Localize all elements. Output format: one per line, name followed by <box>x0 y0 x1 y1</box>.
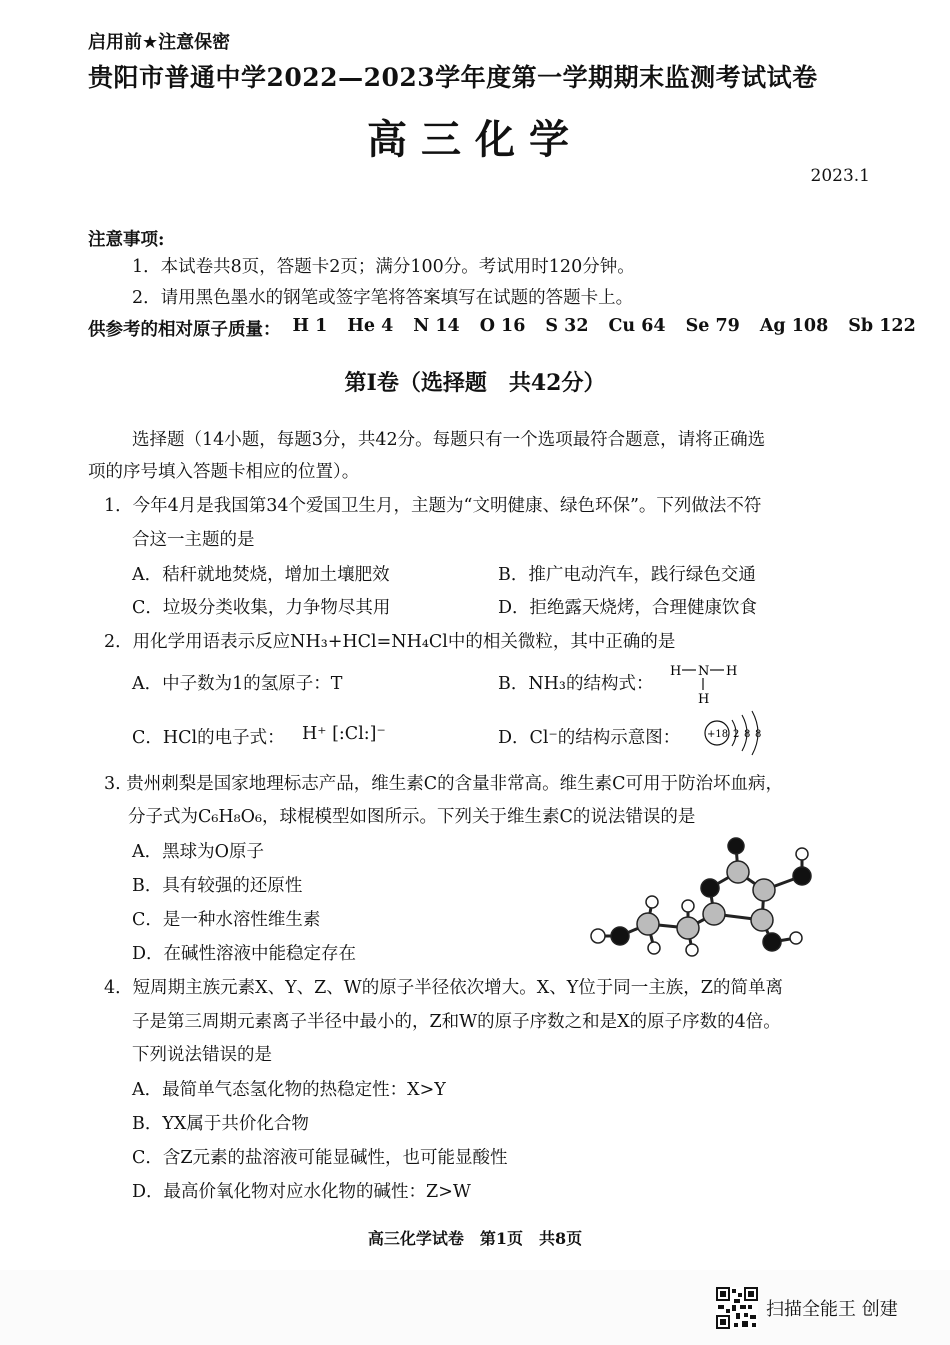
q1-option-a: A．秸秆就地焚烧，增加土壤肥效 <box>132 565 390 585</box>
q4-option-a: A．最简单气态氢化物的热稳定性：X>Y <box>132 1080 446 1100</box>
q3-option-b: B．具有较强的还原性 <box>132 876 303 896</box>
q4-option-b: B．YX属于共价化合物 <box>132 1114 309 1134</box>
atomic-mass-label: 供参考的相对原子质量： <box>88 320 281 340</box>
section-title: 第Ⅰ卷（选择题 共42分） <box>344 370 606 396</box>
qr-code-icon <box>716 1287 758 1329</box>
subject-title: 高三化学 <box>367 116 583 163</box>
exam-date: 2023.1 <box>810 166 870 186</box>
q1-option-b: B．推广电动汽车，践行绿色交通 <box>498 565 756 585</box>
atomic-mass-item: N 14 <box>413 316 460 336</box>
atomic-mass-item: Se 79 <box>685 316 740 336</box>
q3-option-d: D．在碱性溶液中能稳定存在 <box>132 944 357 964</box>
atomic-mass-item: H 1 <box>292 316 328 336</box>
q2-option-d: D．Cl⁻的结构示意图： <box>498 728 681 748</box>
q4-option-d: D．最高价氧化物对应水化物的碱性：Z>W <box>132 1182 471 1202</box>
notice-heading: 注意事项: <box>88 230 165 250</box>
q2-option-c: C．HCl的电子式： <box>132 728 285 748</box>
q4-stem-line2: 子是第三周期元素离子半径中最小的，Z和W的原子序数之和是X的原子序数的4倍。 <box>132 1012 781 1032</box>
vitamin-c-ball-stick-model <box>580 832 820 972</box>
atomic-mass-item: He 4 <box>347 316 394 336</box>
q4-stem-line1: 4．短周期主族元素X、Y、Z、W的原子半径依次增大。X、Y位于同一主族，Z的简单离 <box>104 978 783 998</box>
hcl-h-ion: H⁺ <box>302 724 327 744</box>
atomic-mass-item: Sb 122 <box>848 316 916 336</box>
q2-option-a: A．中子数为1的氢原子：T <box>132 674 343 694</box>
q1-stem-line1: 1．今年4月是我国第34个爱国卫生月，主题为“文明健康、绿色环保”。下列做法不符 <box>104 496 762 516</box>
nucleus-charge: +18 <box>707 729 729 740</box>
q1-option-c: C．垃圾分类收集，力争物尽其用 <box>132 598 391 618</box>
struct-n: N <box>698 664 710 679</box>
page-footer: 高三化学试卷 第1页 共8页 <box>367 1229 583 1248</box>
atomic-mass-item: S 32 <box>545 316 589 336</box>
q3-option-c: C．是一种水溶性维生素 <box>132 910 321 930</box>
shell-1-electrons: 2 <box>733 729 740 740</box>
q1-option-d: D．拒绝露天烧烤，合理健康饮食 <box>498 598 758 618</box>
section-instruction-2: 项的序号填入答题卡相应的位置）。 <box>88 462 360 482</box>
section-instruction-1: 选择题（14小题，每题3分，共42分。每题只有一个选项最符合题意，请将正确选 <box>132 430 766 450</box>
scanner-watermark <box>716 1288 898 1328</box>
atomic-mass-item: Cu 64 <box>608 316 666 336</box>
q1-stem-line2: 合这一主题的是 <box>132 530 255 550</box>
q3-stem-line1: 3. 贵州刺梨是国家地理标志产品，维生素C的含量非常高。维生素C可用于防治坏血病， <box>104 774 784 794</box>
hcl-cl-ion: [:Cl:]⁻ <box>332 724 386 744</box>
hcl-electron-formula <box>302 724 386 744</box>
q2-option-b: B．NH₃的结构式： <box>498 674 654 694</box>
q3-option-a: A．黑球为O原子 <box>132 842 264 862</box>
q4-stem-line3: 下列说法错误的是 <box>132 1045 272 1065</box>
struct-h-left: H <box>670 664 682 679</box>
struct-h-right: H <box>726 664 738 679</box>
confidential-label: 启用前★注意保密 <box>88 32 231 53</box>
cl-ion-structure-diagram <box>702 708 772 758</box>
q4-option-c: C．含Z元素的盐溶液可能显碱性，也可能显酸性 <box>132 1148 508 1168</box>
nh3-structural-formula <box>666 660 746 706</box>
q2-stem: 2．用化学用语表示反应NH₃+HCl=NH₄Cl中的相关微粒，其中正确的是 <box>104 632 676 652</box>
atomic-mass-item: O 16 <box>479 316 526 336</box>
shell-2-electrons: 8 <box>744 729 751 740</box>
notice-item-2: 2．请用黑色墨水的钢笔或签字笔将答案填写在试题的答题卡上。 <box>132 288 634 308</box>
struct-h-bottom: H <box>698 692 710 706</box>
atomic-mass-item: Ag 108 <box>759 316 829 336</box>
q3-stem-line2: 分子式为C₆H₈O₆，球棍模型如图所示。下列关于维生素C的说法错误的是 <box>128 807 696 827</box>
shell-3-electrons: 8 <box>755 729 762 740</box>
atomic-mass-row <box>88 316 916 341</box>
scanner-watermark-text: 扫描全能王 创建 <box>766 1299 898 1320</box>
exam-title: 贵阳市普通中学2022—2023学年度第一学期期末监测考试试卷 <box>88 63 818 92</box>
notice-item-1: 1．本试卷共8页，答题卡2页；满分100分。考试用时120分钟。 <box>132 257 635 277</box>
